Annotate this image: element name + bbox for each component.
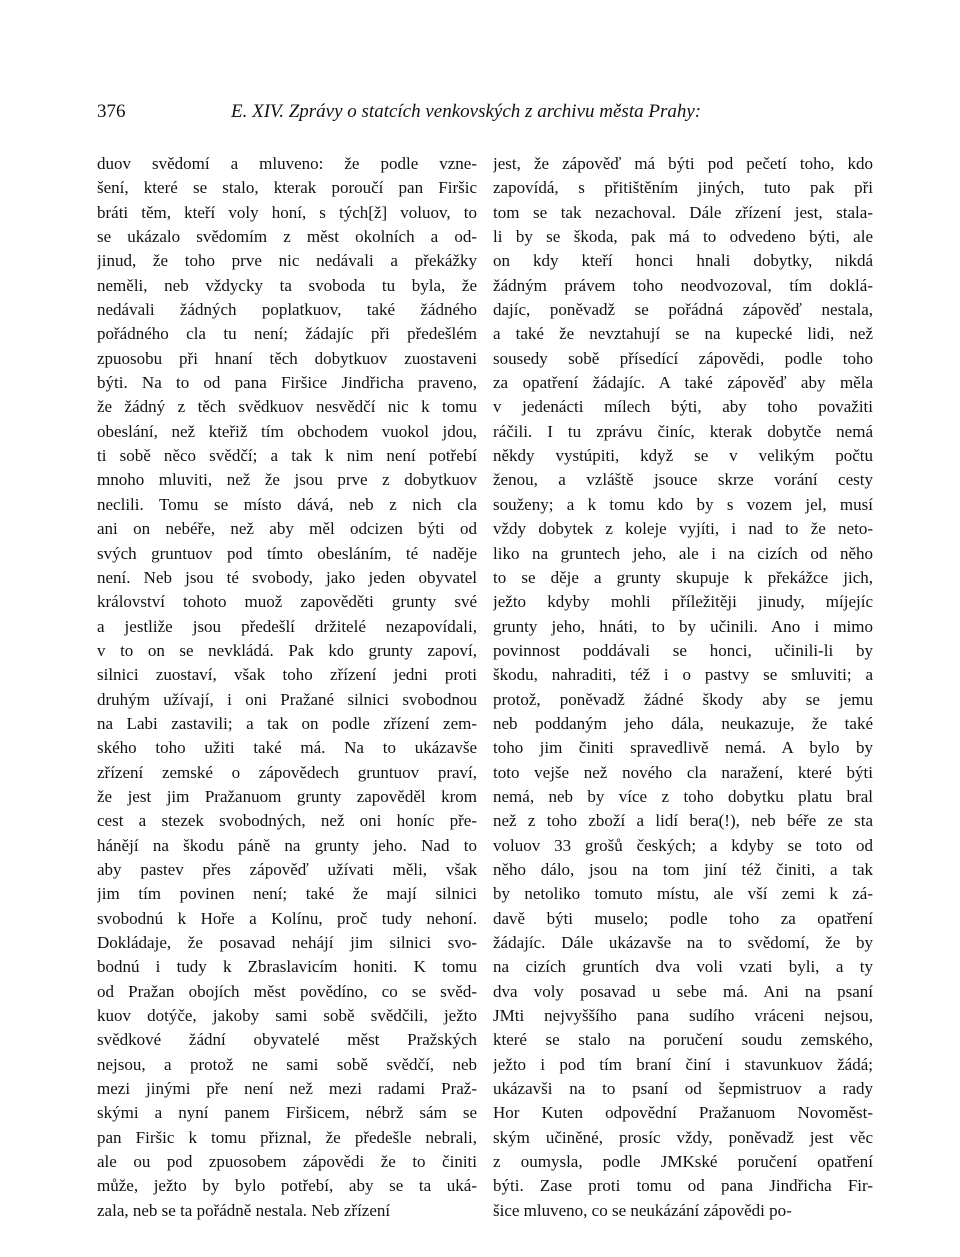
right-column-line: to se děje a grunty skupuje k překážce jich, [493, 567, 873, 587]
left-column-line: jinud, že toho prve nic nedávali a překážky [97, 251, 477, 271]
right-column-line: zapovídá, s přitištěním jiných, tuto pak při [493, 178, 873, 198]
right-column-line: než z toho zboží a lidí bera(!), neb béře ze sta [493, 811, 873, 831]
left-column-line: pořádného cla tu není; žádajíc při předešlém [97, 324, 477, 344]
left-column-line: zala, neb se ta pořádně nestala. Neb zřízení [97, 1200, 391, 1220]
left-column-line: hánějí na škodu páně na grunty jeho. Nad to [97, 835, 477, 855]
right-column-line: toto vejše než nového cla naražení, které býti [493, 762, 873, 782]
right-column-line: dajíc, poněvadž se pořádná zápověď nestala, [493, 300, 873, 320]
right-column-line: ježto kdyby mohli příležitěji jinudy, míjejíc [493, 592, 873, 612]
right-column-line: na cizích gruntích dva voli vzati byli, a ty [493, 957, 873, 977]
left-column-line: bodnú i tudy k Zbraslavicím honiti. K tomu [97, 957, 477, 977]
right-column-line: v jedenácti mílech býti, aby toho považiti [493, 397, 873, 417]
left-column-line: může, ježto by bylo potřebí, aby se ta uká- [97, 1176, 477, 1196]
right-column-line: býti. Zase proti tomu od pana Jindřicha Fir- [493, 1176, 873, 1196]
right-column-line: on kdy kteří honci hnali dobytky, nikdá [493, 251, 873, 271]
left-column-line: zřízení zemské o zápovědech gruntuov praví, [97, 762, 477, 782]
left-column-line: cest a stezek svobodných, než oni honíc pře- [97, 811, 477, 831]
running-head [97, 101, 877, 125]
left-column-line: ti sobě něco svědčí; a tak k nim není potřebí [97, 446, 477, 466]
right-column-line: z oumysla, podle JMKské poručení opatření [493, 1152, 873, 1172]
left-column-line: od Pražan obojích měst povědíno, co se svěd- [97, 981, 477, 1001]
left-column-line: bráti těm, kteří voly honí, s tých[ž] voluov, to [97, 202, 477, 222]
left-column [97, 152, 477, 1223]
right-column-line: někdy vystúpiti, když se v velikým počtu [493, 446, 873, 466]
right-column-line: nemá, neb by více z toho dobytku platu bral [493, 786, 873, 806]
right-column-line: Hor Kuten odpovědní Pražanuom Novoměst- [493, 1103, 873, 1123]
left-column-line: druhým užívají, i oni Pražané silnici svobodnou [97, 689, 477, 709]
left-column-line: jim tím povinen není; také že mají silnici [97, 884, 477, 904]
left-column-line: svobodnú k Hoře a Kolínu, proč tudy nehoní. [97, 908, 477, 928]
right-column-line: ráčili. I tu zprávu činíc, kterak dobytče nemá [493, 421, 873, 441]
left-column-line: býti. Na to od pana Firšice Jindřicha praveno, [97, 373, 477, 393]
right-column-line: vždy dobytek z koleje vyjíti, i nad to že neto- [493, 519, 873, 539]
right-column-line: něho dálo, jsou na tom jiní též činiti, a tak [493, 859, 873, 879]
right-column-line: jest, že zápověď má býti pod pečetí toho, kdo [493, 154, 873, 173]
right-column-line: toho jim činiti spravedlivě nemá. A bylo by [493, 738, 873, 758]
left-column-line: svědkové žádní obyvatelé měst Pražských [97, 1030, 477, 1050]
right-column-line: souženy; a k tomu kdo by s vozem jel, musí [493, 494, 873, 514]
left-column-line: šení, které se stalo, kterak poroučí pan Firšic [97, 178, 477, 198]
left-column-line: neclili. Tomu se místo dává, neb z nich cla [97, 494, 477, 514]
right-column-line: ženou, a vzláště jsouce skrze vorání cesty [493, 470, 873, 490]
left-column-line: mnoho mluviti, než že jsou prve z dobytkuov [97, 470, 477, 490]
left-column-line: na Labi zastavili; a tak on podle zřízení zem- [97, 713, 477, 733]
left-column-line: není. Neb jsou té svobody, jako jeden obyvatel [97, 567, 477, 587]
left-column-line: se ukázalo svědomím z měst okolních a od- [97, 227, 477, 247]
right-column-line: tom se tak nezachoval. Dále zřízení jest, stala- [493, 202, 873, 222]
left-column-line: pan Firšic k tomu přiznal, že předešle nebrali, [97, 1127, 477, 1147]
left-column-line: kuov dotýče, jakoby sami sobě svědčili, ježto [97, 1006, 477, 1026]
left-column-line: ani on nebéře, než aby měl odcizen býti od [97, 519, 477, 539]
right-column-line: by netoliko tomuto místu, ale vší zemi k zá- [493, 884, 873, 904]
left-column-line: neměli, neb vždycky ta svoboda tu byla, že [97, 275, 477, 295]
left-column-line: nejsou, a protož ne sami sobě svědčí, neb [97, 1054, 477, 1074]
right-column-line: ježto i pod tím braní činí i stavunkuov žádá; [493, 1054, 873, 1074]
left-column-line: zpuosobu při hnaní těch dobytkuov zuostaveni [97, 348, 477, 368]
right-column-line: škodu, nahraditi, též i o pastvy se smluviti; a [493, 665, 873, 685]
right-column-line: ským učiněné, prosíc vždy, poněvadž jest věc [493, 1127, 873, 1147]
right-column-line: protož, poněvadž žádné škody aby se jemu [493, 689, 873, 709]
right-column-line: ukázavši na to psaní od šepmistruov a rady [493, 1079, 873, 1099]
left-column-line: že jest jim Pražanuom grunty zapověděl krom [97, 786, 477, 806]
left-column-line: nedávali žádných poplatkuov, také žádného [97, 300, 477, 320]
right-column-line: žádajíc. Dále ukázavše na to svědomí, že by [493, 933, 873, 952]
right-column [493, 152, 873, 1223]
left-column-line: ale ou pod zpuosobem zápovědi že to činiti [97, 1152, 477, 1172]
left-column-line: v to on se nevkládá. Pak kdo grunty zapoví, [97, 640, 477, 660]
left-column-line: že žádný z těch svědkuov nesvědčí nic k tomu [97, 397, 477, 417]
page-number: 376 [97, 101, 126, 122]
right-column-line: povinnost poddávali se honci, učinili-li by [493, 640, 873, 660]
right-column-line: JMti nejvyššího pana sudího vráceni nejsou, [493, 1006, 873, 1026]
left-column-line: ského toho užiti také má. Na to ukázavše [97, 738, 477, 758]
left-column-line: skými a nyní panem Firšicem, nébrž sám se [97, 1103, 477, 1123]
right-column-line: grunty jeho, hnáti, to by učinili. Ano i mimo [493, 616, 873, 636]
left-column-line: a jestliže jsou předešlí držitelé nezapovídali, [97, 616, 477, 636]
left-column-line: království tohoto muož zapověděti grunty své [97, 592, 477, 612]
right-column-line: voluov 33 grošů českých; a kdyby se toto od [493, 835, 873, 855]
right-column-line: liko na gruntech jeho, ale i na cizích od něho [493, 543, 873, 563]
right-column-line: neb poddaným jeho dála, neukazuje, že také [493, 713, 873, 733]
right-column-line: šice mluveno, co se neukázání zápovědi po- [493, 1200, 792, 1220]
right-column-line: li by se škoda, pak má to odvedeno býti, ale [493, 227, 873, 247]
left-column-line: obeslání, než kteřiž tím obchodem vuokol jdou, [97, 421, 477, 441]
right-column-line: a také že nevztahují se na kupecké lidi, než [493, 324, 873, 344]
left-column-line: aby pastev přes zápověď užívati měli, však [97, 859, 477, 879]
left-column-line: silnici zuostaví, však toho zřízení jedni proti [97, 665, 477, 685]
left-column-line: Dokládaje, že posavad nehájí jim silnici svo- [97, 933, 477, 952]
right-column-line: žádným právem toho neodvozoval, tím doklá- [493, 275, 873, 295]
right-column-line: sousedy sobě přísedící zápovědi, podle toho [493, 348, 873, 368]
right-column-line: dva voly posavad u sebe má. Ani na psaní [493, 981, 873, 1001]
running-title: E. XIV. Zprávy o statcích venkovských z archivu města Prahy: [231, 101, 702, 122]
left-column-line: duov svědomí a mluveno: že podle vzne- [97, 154, 477, 173]
right-column-line: za opatření žádajíc. A také zápověď aby měla [493, 373, 873, 393]
right-column-line: davě býti muselo; podle toho za opatření [493, 908, 873, 928]
left-column-line: mezi jinými pře není než mezi radami Praž- [97, 1079, 477, 1099]
right-column-line: které se stalo na poručení soudu zemského, [493, 1030, 873, 1050]
left-column-line: svých gruntuov pod tímto obesláním, té naděje [97, 543, 477, 563]
